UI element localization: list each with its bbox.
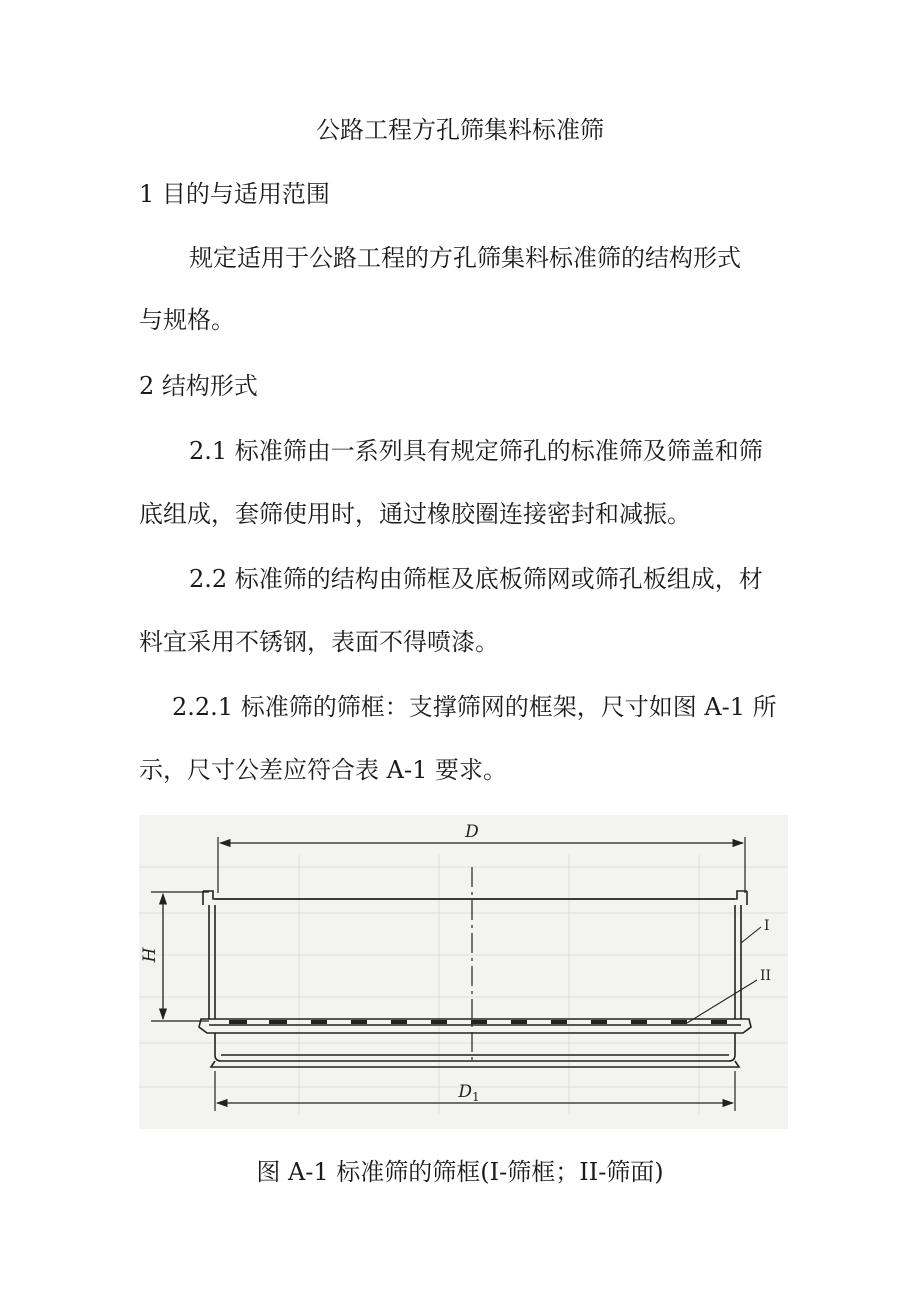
section-1-paragraph-line-2: 与规格。 [139,306,235,334]
section-1-paragraph-line-1: 规定适用于公路工程的方孔筛集料标准筛的结构形式 [189,244,741,272]
paragraph-2-2-line-2: 料宜采用不锈钢，表面不得喷漆。 [139,628,499,656]
label-D: D [465,822,479,842]
section-1-heading: 1 目的与适用范围 [139,180,330,208]
figure-caption: 图 A-1 标准筛的筛框(I-筛框；II-筛面) [256,1158,664,1186]
paragraph-2-2-1-line-2: 示，尺寸公差应符合表 A-1 要求。 [139,756,507,784]
dimension-D [218,822,745,893]
paragraph-2-2-line-1: 2.2 标准筛的结构由筛框及底板筛网或筛孔板组成，材 [189,565,763,593]
paragraph-2-1-line-2: 底组成，套筛使用时，通过橡胶圈连接密封和减振。 [139,500,691,528]
callout-II [687,968,771,1023]
dimension-H [140,892,209,1021]
label-I: I [764,918,770,934]
label-D1: $D_1$ [458,1082,480,1104]
label-II: II [760,968,772,984]
paragraph-2-2-1-line-1: 2.2.1 标准筛的筛框：支撑筛网的框架，尺寸如图 A-1 所 [172,693,777,721]
page-title: 公路工程方孔筛集料标准筛 [316,116,604,144]
dimension-D1 [215,1071,735,1111]
paragraph-2-1-line-1: 2.1 标准筛由一系列具有规定筛孔的标准筛及筛盖和筛 [189,437,763,465]
background-grid [139,855,788,1115]
sieve-frame-body [199,891,751,1067]
section-2-heading: 2 结构形式 [139,372,258,400]
label-H: H [140,947,160,963]
callout-I [741,918,770,943]
sieve-frame-figure [139,815,788,1129]
